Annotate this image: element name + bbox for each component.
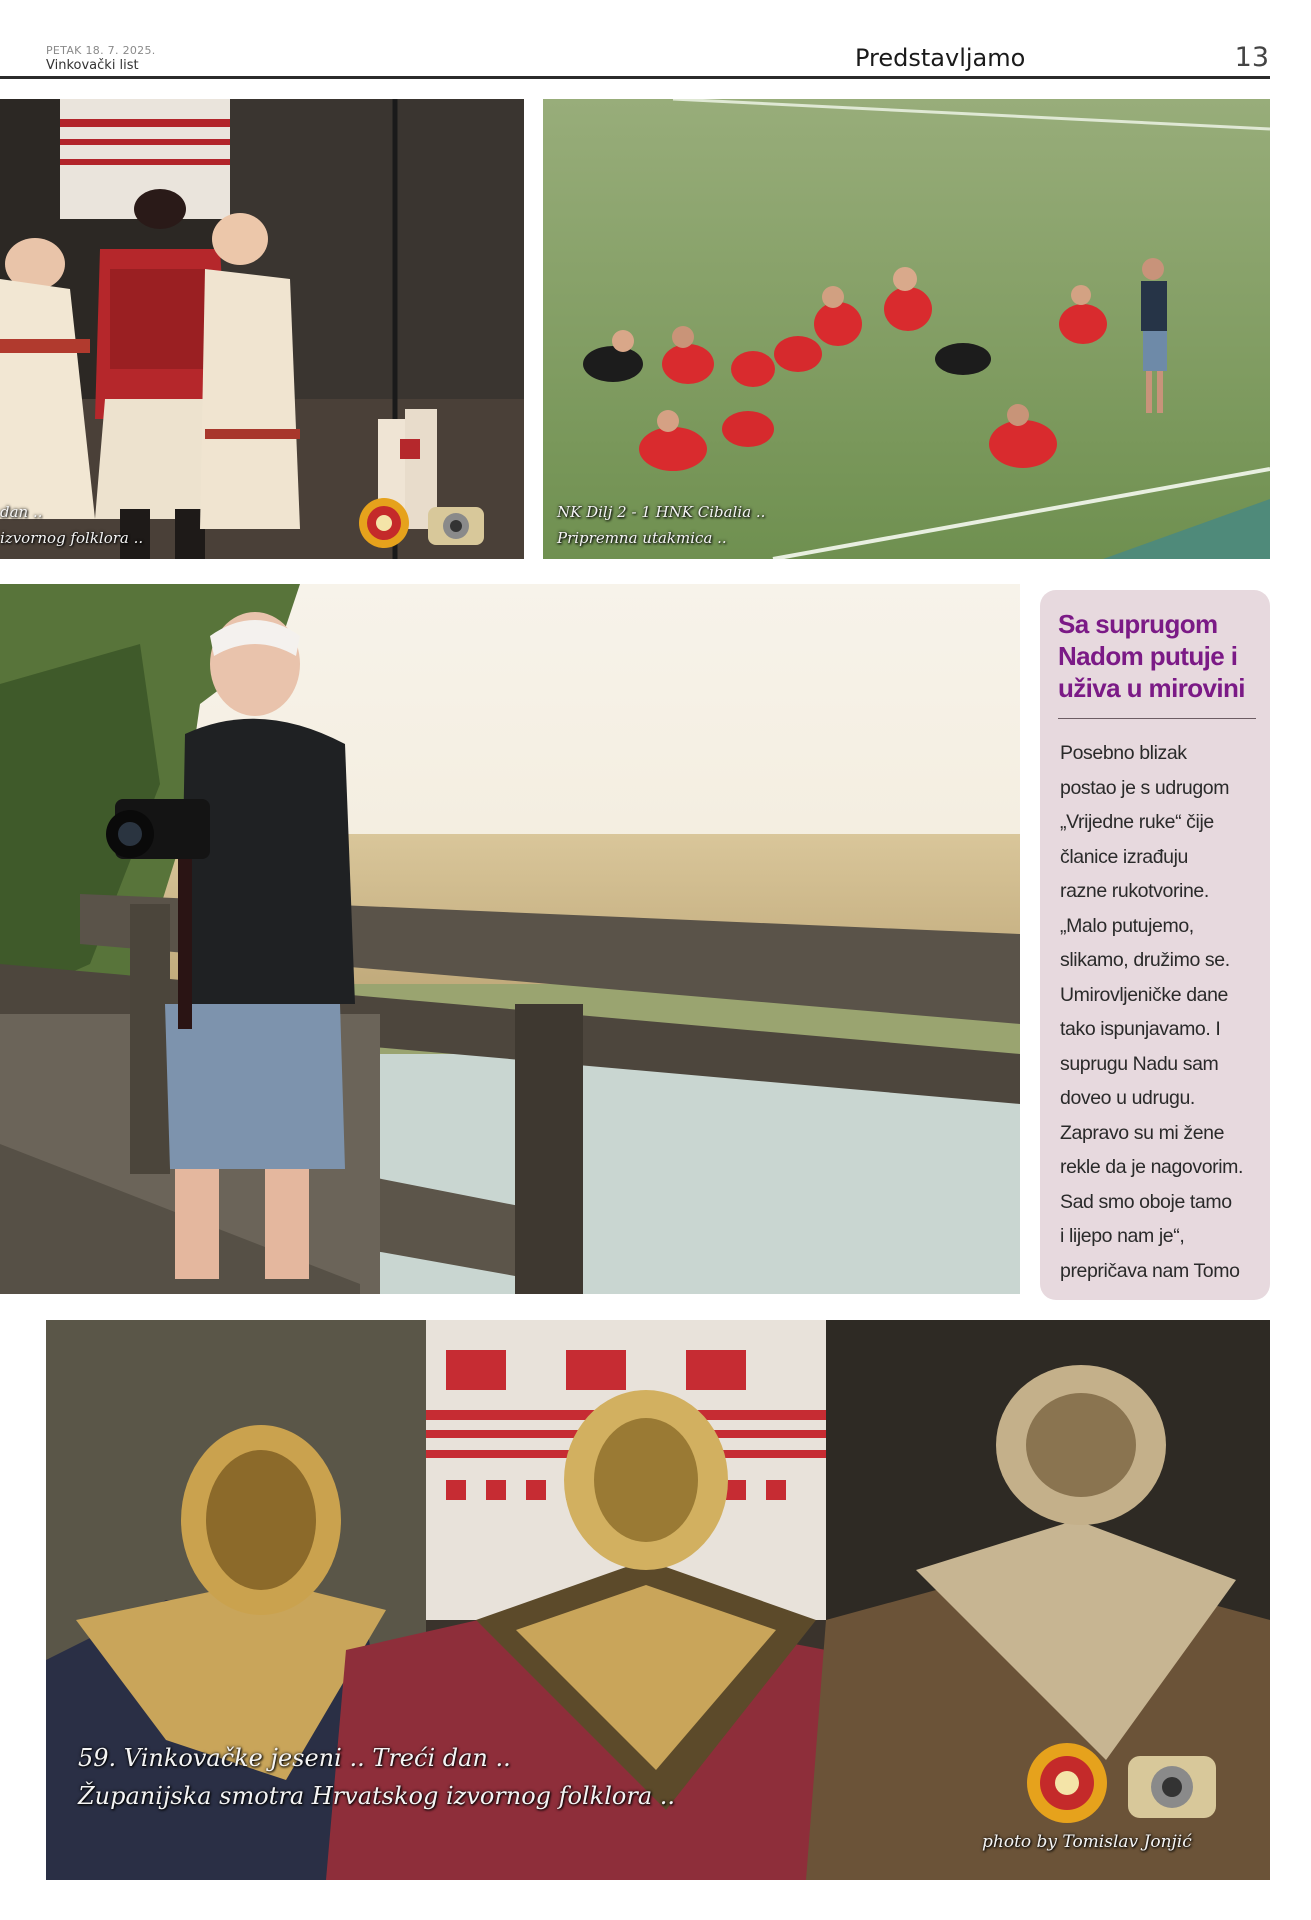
sidebar-body-line: „Vrijedne ruke“ čije <box>1060 811 1214 833</box>
photo-traditional-headdresses <box>46 1320 1270 1880</box>
sidebar-body-line: Zapravo su mi žene <box>1060 1121 1225 1144</box>
sidebar-body-line: prepričava nam Tomo <box>1060 1259 1240 1282</box>
issue-date: PETAK 18. 7. 2025. <box>46 44 156 57</box>
football-photo-caption-line1: NK Dilj 2 - 1 HNK Cibalia .. <box>557 503 766 521</box>
folk-photo-caption-line2: izvornog folklora .. <box>0 529 144 547</box>
sidebar-title-line: Sa suprugom <box>1058 609 1218 639</box>
section-title: Predstavljamo <box>855 44 1026 72</box>
photo-credit: photo by Tomislav Jonjić <box>982 1832 1192 1852</box>
sidebar-body-line: razne rukotvorine. <box>1060 880 1209 902</box>
sidebar-divider <box>1058 718 1256 719</box>
sidebar-body-line: članice izrađuju <box>1060 845 1189 868</box>
festival-logo-badge <box>358 497 410 549</box>
photo-club-logo-badge <box>426 501 486 547</box>
publication-name: Vinkovački list <box>46 58 139 73</box>
sidebar-body-line: slikamo, družimo se. <box>1060 949 1230 971</box>
sidebar-body-text <box>1060 736 1265 1288</box>
sidebar-body-line: tako ispunjavamo. I <box>1060 1018 1221 1040</box>
photo-folk-dancers <box>0 99 524 559</box>
sidebar-body-line: Sad smo oboje tamo <box>1060 1190 1232 1213</box>
festival-logo-badge <box>1026 1742 1108 1824</box>
sidebar-body-line: „Malo putujemo, <box>1060 914 1194 937</box>
photo-photographer-on-bridge <box>0 584 1020 1294</box>
football-photo-caption-line2: Pripremna utakmica .. <box>557 529 727 547</box>
sidebar-body-line: doveo u udrugu. <box>1060 1087 1195 1109</box>
sidebar-title-line: Nadom putuje i <box>1058 641 1238 671</box>
costume-photo-caption-line2: Županijska smotra Hrvatskog izvornog folklora .. <box>78 1782 676 1810</box>
sidebar-body-line: Posebno blizak <box>1060 742 1187 764</box>
photo-football-team <box>543 99 1270 559</box>
page-number: 13 <box>1234 42 1269 73</box>
header-rule <box>0 76 1270 79</box>
sidebar-body-line: suprugu Nadu sam <box>1060 1052 1219 1075</box>
costume-photo-caption-line1: 59. Vinkovačke jeseni .. Treći dan .. <box>78 1744 511 1772</box>
folk-photo-caption-line1: dan .. <box>0 503 43 521</box>
sidebar-body-line: postao je s udrugom <box>1060 776 1230 799</box>
sidebar-body-line: i lijepo nam je“, <box>1060 1225 1185 1247</box>
sidebar-box <box>1040 590 1270 1300</box>
photo-club-logo-badge <box>1126 1746 1218 1822</box>
sidebar-title <box>1058 608 1258 704</box>
sidebar-title-line: uživa u mirovini <box>1058 673 1245 703</box>
sidebar-body-line: Umirovljeničke dane <box>1060 983 1228 1006</box>
sidebar-body-line: rekle da je nagovorim. <box>1060 1156 1244 1178</box>
